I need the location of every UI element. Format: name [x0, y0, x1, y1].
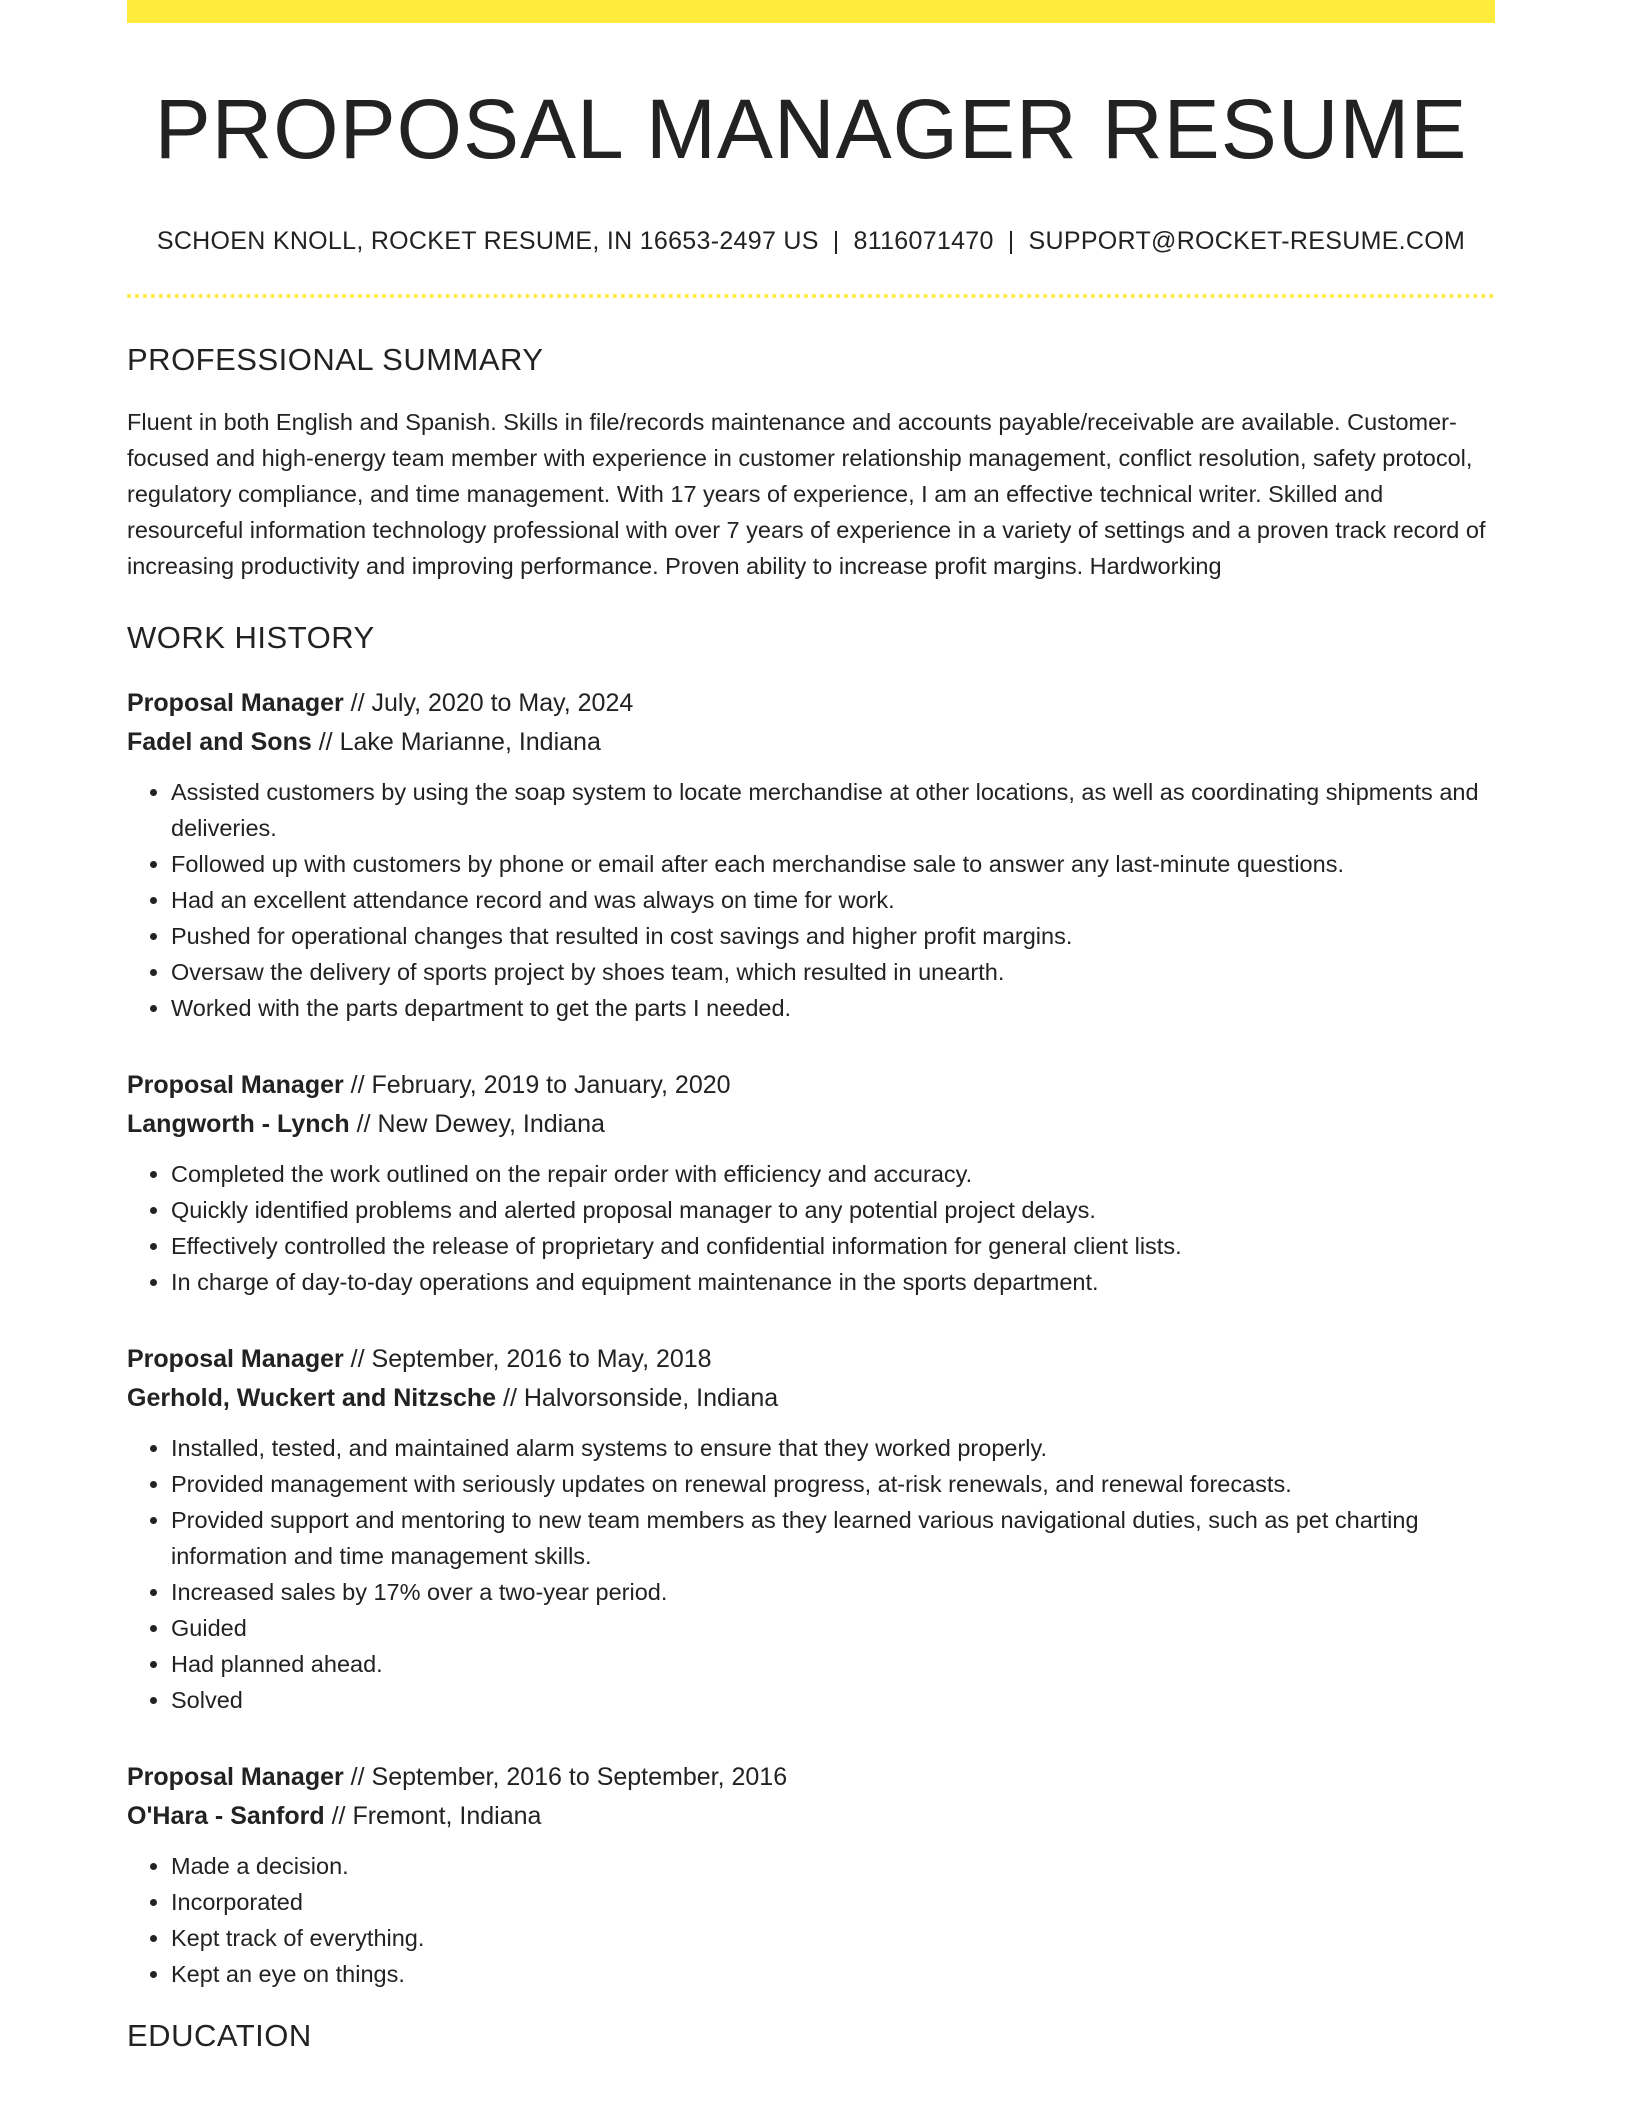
job-dates: February, 2019 to January, 2020 [371, 1071, 731, 1100]
job-bullet: • Completed the work outlined on the repair order with efficiency and accuracy. [171, 1156, 1495, 1192]
job-bullet: • Made a decision. [171, 1848, 1495, 1884]
job-bullet: • Kept an eye on things. [171, 1956, 1495, 1992]
job-bullet: • Assisted customers by using the soap system to locate merchandise at other locations, as well as coordinating shipments and deliveries. [171, 774, 1495, 846]
job-separator: // [311, 728, 340, 757]
job-title: Proposal Manager [127, 1071, 344, 1100]
job-bullet: • Solved [171, 1682, 1495, 1718]
job-company-line [127, 1105, 1495, 1144]
job-company: O'Hara - Sanford [127, 1802, 325, 1831]
contact-email: SUPPORT@ROCKET-RESUME.COM [1028, 227, 1466, 256]
job-title-line [127, 1340, 1495, 1379]
job-bullet: • Kept track of everything. [171, 1920, 1495, 1956]
job-title-line [127, 1066, 1495, 1105]
work-history-heading: WORK HISTORY [127, 620, 375, 656]
job-separator: // [496, 1384, 524, 1413]
contact-line [127, 227, 1495, 256]
job-separator: // [343, 1345, 372, 1374]
job-company: Gerhold, Wuckert and Nitzsche [127, 1384, 497, 1413]
job-location: Fremont, Indiana [352, 1802, 542, 1831]
job-bullet: • Pushed for operational changes that resulted in cost savings and higher profit margins. [171, 918, 1495, 954]
job-entry [127, 1758, 1495, 1992]
job-bullet: • Guided [171, 1610, 1495, 1646]
contact-separator: | [832, 227, 840, 256]
summary-text: Fluent in both English and Spanish. Skills in file/records maintenance and accounts payable/receivable are available. Customer-focused and high-energy team member with experience in customer relationship management, conflict resolution, safety protocol, regulatory compliance, and time management. With 17 years of experience, I am an effective technical writer. Skilled and resourceful information technology professional with over 7 years of experience in a variety of settings and a proven track record of increasing productivity and improving performance. Proven ability to increase profit margins. Hardworking [127, 409, 1486, 580]
contact-separator: | [1007, 227, 1015, 256]
job-separator: // [343, 1763, 372, 1792]
job-location: New Dewey, Indiana [377, 1110, 605, 1139]
job-separator: // [343, 1071, 372, 1100]
job-company-line [127, 1797, 1495, 1836]
job-title-line [127, 684, 1495, 723]
resume-page [127, 0, 1495, 2054]
dotted-divider [127, 294, 1495, 298]
job-location: Halvorsonside, Indiana [523, 1384, 779, 1413]
job-title: Proposal Manager [127, 689, 344, 718]
job-title: Proposal Manager [127, 1763, 344, 1792]
job-bullets [127, 1848, 1495, 1992]
job-bullet: • Followed up with customers by phone or email after each merchandise sale to answer any last-minute questions. [171, 846, 1495, 882]
job-bullet: • Quickly identified problems and alerted proposal manager to any potential project delays. [171, 1192, 1495, 1228]
job-bullets [127, 1430, 1495, 1718]
job-entry [127, 1066, 1495, 1300]
job-bullet: • Provided support and mentoring to new team members as they learned various navigational duties, such as pet charting information and time management skills. [171, 1502, 1495, 1574]
job-bullets [127, 774, 1495, 1026]
summary-heading: PROFESSIONAL SUMMARY [127, 342, 544, 378]
job-title-line [127, 1758, 1495, 1797]
job-dates: September, 2016 to May, 2018 [371, 1345, 712, 1374]
top-accent-bar [127, 0, 1495, 23]
job-bullet: • Provided management with seriously updates on renewal progress, at-risk renewals, and renewal forecasts. [171, 1466, 1495, 1502]
job-bullet: • In charge of day-to-day operations and equipment maintenance in the sports department. [171, 1264, 1495, 1300]
job-separator: // [324, 1802, 353, 1831]
contact-phone: 8116071470 [853, 227, 994, 256]
job-company: Langworth - Lynch [127, 1110, 350, 1139]
job-bullet: • Worked with the parts department to get the parts I needed. [171, 990, 1495, 1026]
job-separator: // [343, 689, 372, 718]
job-bullet: • Had an excellent attendance record and was always on time for work. [171, 882, 1495, 918]
job-bullet: • Incorporated [171, 1884, 1495, 1920]
job-title: Proposal Manager [127, 1345, 344, 1374]
job-entry [127, 1340, 1495, 1718]
job-separator: // [349, 1110, 378, 1139]
job-bullet: • Increased sales by 17% over a two-year period. [171, 1574, 1495, 1610]
job-bullet: • Effectively controlled the release of proprietary and confidential information for general client lists. [171, 1228, 1495, 1264]
job-location: Lake Marianne, Indiana [339, 728, 601, 757]
job-dates: September, 2016 to September, 2016 [371, 1763, 788, 1792]
job-bullet: • Oversaw the delivery of sports project by shoes team, which resulted in unearth. [171, 954, 1495, 990]
job-company-line [127, 1379, 1495, 1418]
job-company: Fadel and Sons [127, 728, 312, 757]
resume-title: PROPOSAL MANAGER RESUME [154, 82, 1468, 176]
job-company-line [127, 723, 1495, 762]
job-dates: July, 2020 to May, 2024 [371, 689, 634, 718]
education-heading: EDUCATION [127, 2018, 312, 2054]
job-entry [127, 684, 1495, 1026]
job-bullet: • Had planned ahead. [171, 1646, 1495, 1682]
job-bullet: • Installed, tested, and maintained alarm systems to ensure that they worked properly. [171, 1430, 1495, 1466]
job-bullets [127, 1156, 1495, 1300]
contact-address: SCHOEN KNOLL, ROCKET RESUME, IN 16653-2497 US [156, 227, 819, 256]
